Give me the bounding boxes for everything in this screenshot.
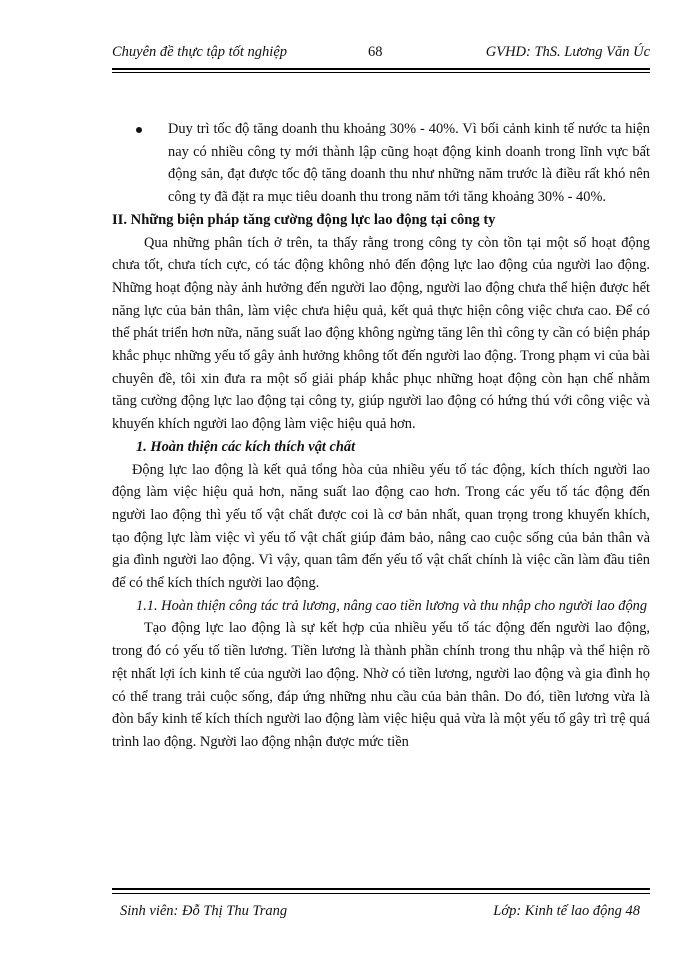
page-footer bbox=[112, 903, 650, 925]
page-body bbox=[112, 118, 650, 754]
student-name: Sinh viên: Đỗ Thị Thu Trang bbox=[120, 903, 288, 919]
advisor-name: GVHD: ThS. Lương Văn Úc bbox=[485, 44, 650, 60]
bullet-text: Duy trì tốc độ tăng doanh thu khoảng 30% - 40%. Vì bối cảnh kinh tế nước ta hiện nay có nhiều công ty mới thành lập cũng hoạt động kinh doanh trong lĩnh vực bất động sản, đạt được tốc độ tăng doanh thu như những năm trước là điều rất khó nên công ty đã đặt ra mục tiêu doanh thu trong năm tới tăng khoảng 30% - 40%. bbox=[168, 121, 650, 206]
footer-rule-thick bbox=[112, 888, 650, 890]
subheading-1: 1. Hoàn thiện các kích thích vật chất bbox=[136, 438, 356, 455]
page-header bbox=[112, 44, 650, 66]
paragraph-2: Động lực lao động là kết quả tổng hòa của nhiều yếu tố tác động, kích thích người lao động làm việc hiệu quả hơn, năng suất lao động cao hơn. Trong các yếu tố tác động đến người lao động thì yếu tố vật chất được coi là cơ bản nhất, quan trọng trong khuyến khích, tạo động lực làm việc vì yếu tố vật chất giúp đảm bảo, nâng cao cuộc sống của bản thân và gia đình người lao động. Vì vậy, quan tâm đến yếu tố vật chất chính là việc cần làm đầu tiên để có thể kích thích người lao động. bbox=[112, 461, 650, 592]
section-heading: II. Những biện pháp tăng cường động lực lao động tại công ty bbox=[112, 211, 496, 228]
footer-rule-thin bbox=[112, 893, 650, 894]
class-name: Lớp: Kinh tế lao động 48 bbox=[493, 903, 640, 919]
bullet-dot-icon bbox=[136, 127, 142, 133]
header-rule-thin bbox=[112, 72, 650, 73]
document-title: Chuyên đề thực tập tốt nghiệp bbox=[112, 44, 288, 60]
bullet-item bbox=[112, 118, 650, 209]
header-rule-thick bbox=[112, 68, 650, 70]
paragraph-1: Qua những phân tích ở trên, ta thấy rằng trong công ty còn tồn tại một số hoạt động chưa tốt, chưa tích cực, có tác động không nhỏ đến động lực lao động của người lao động. Những hoạt động này ảnh hưởng đến người lao động, người lao động chưa thể hiện được hết năng lực của bản thân, làm việc chưa hiệu quả, kết quả thực hiện công việc chưa cao. Để có thể phát triển hơn nữa, năng suất lao động không ngừng tăng lên thì công ty cần có biện pháp khắc phục những yếu tố gây ảnh hưởng không tốt đến người lao động. Trong phạm vi của bài chuyên đề, tôi xin đưa ra một số giải pháp khắc phục những hoạt động còn hạn chế nhằm tăng cường động lực lao động tại công ty, giúp người lao động có hứng thú với công việc và khuyến khích người lao động làm việc hiệu quả hơn. bbox=[112, 234, 650, 433]
paragraph-3: Tạo động lực lao động là sự kết hợp của nhiều yếu tố tác động đến người lao động, trong đó có yếu tố tiền lương. Tiền lương là thành phần chính trong thu nhập và thể hiện rõ rệt nhất lợi ích kinh tế của người lao động. Nhờ có tiền lương, người lao động và gia đình họ có thể trang trải cuộc sống, đáp ứng những nhu cầu của bản thân. Do đó, tiền lương vừa là đòn bẩy kinh tế kích thích người lao động làm việc hiệu quả vừa là một yếu tố gây trì trệ quá trình lao động. Người lao động nhận được mức tiền bbox=[112, 620, 650, 750]
page-number: 68 bbox=[368, 44, 383, 60]
subheading-1-1: 1.1. Hoàn thiện công tác trả lương, nâng cao tiền lương và thu nhập cho người lao động bbox=[136, 597, 648, 614]
